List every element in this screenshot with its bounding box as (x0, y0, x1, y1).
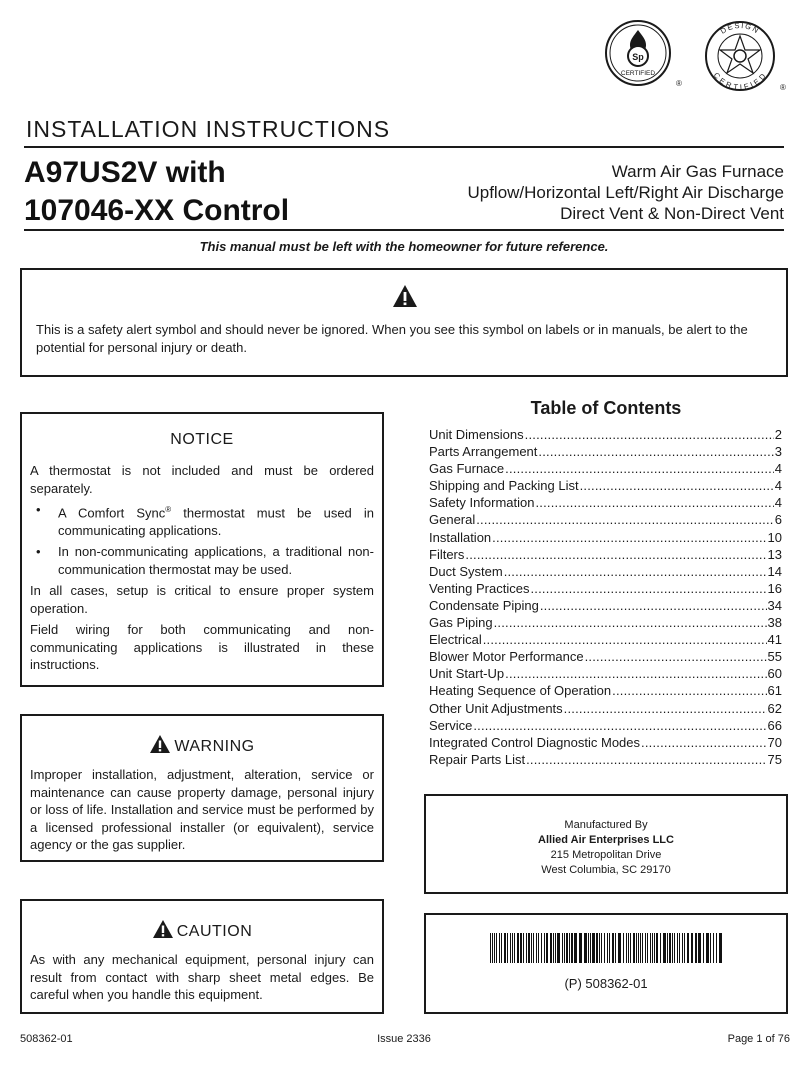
barcode-bar (531, 933, 532, 963)
barcode-bar (538, 933, 539, 963)
model-title (24, 154, 289, 230)
barcode-bar (517, 933, 519, 963)
toc-leader-dots (494, 614, 767, 631)
header-bottom-rule (24, 229, 784, 231)
toc-entry[interactable] (429, 426, 782, 443)
barcode-bar (599, 933, 600, 963)
barcode-bar (526, 933, 527, 963)
notice-bullet-1-pre: A Comfort Sync (58, 505, 166, 521)
product-desc-line1: Warm Air Gas Furnace (611, 162, 784, 181)
toc-entry-page: 4 (774, 495, 782, 511)
notice-box (20, 412, 384, 687)
model-title-line2: 107046-XX Control (24, 194, 290, 227)
barcode-bar (640, 933, 641, 963)
caution-text: As with any mechanical equipment, personal injury can result from contact with sharp sheet metal edges. Be careful when you handle this equipment. (30, 952, 374, 1002)
barcode-bar (553, 933, 554, 963)
svg-text:Sp: Sp (632, 52, 644, 62)
barcode-bar (544, 933, 545, 963)
toc-entry[interactable] (429, 700, 782, 717)
toc-entry[interactable] (429, 443, 782, 460)
svg-text:DESIGN: DESIGN (718, 20, 762, 36)
toc-entry-label: Unit Start-Up (429, 666, 505, 682)
barcode-bar (716, 933, 717, 963)
barcode-box (424, 913, 788, 1014)
footer-doc-number: 508362-01 (20, 1033, 73, 1045)
barcode-bar (546, 933, 548, 963)
barcode-bar (663, 933, 666, 963)
toc-entry-label: Condensate Piping (429, 597, 539, 613)
manufacturer-label: Manufactured By (564, 819, 648, 831)
toc-leader-dots (473, 717, 766, 734)
barcode-bar (645, 933, 646, 963)
barcode-bar (638, 933, 639, 963)
toc-entry-page: 4 (774, 478, 782, 494)
toc-entry[interactable] (429, 460, 782, 477)
barcode-bar (592, 933, 595, 963)
barcode-bar (642, 933, 643, 963)
toc-entry-page: 6 (774, 512, 782, 528)
barcode-bar (682, 933, 683, 963)
toc-entry-page: 16 (767, 580, 782, 596)
toc-entry-label: Repair Parts List (429, 751, 526, 767)
footer-issue: Issue 2336 (377, 1033, 431, 1045)
barcode-bar (656, 933, 658, 963)
barcode-bar (590, 933, 591, 963)
toc-leader-dots (504, 563, 767, 580)
toc-entry-label: Filters (429, 546, 465, 562)
barcode-bar (584, 933, 587, 963)
toc-entry-page: 61 (767, 683, 782, 699)
barcode-bar (520, 933, 522, 963)
toc-entry-label: Unit Dimensions (429, 427, 524, 442)
toc-entry-page: 55 (767, 649, 782, 665)
toc-entry[interactable] (429, 511, 782, 528)
notice-bullet-1 (30, 501, 374, 539)
document-type-heading: INSTALLATION INSTRUCTIONS (26, 116, 391, 142)
toc-entry[interactable] (429, 546, 782, 563)
toc-leader-dots (564, 700, 767, 717)
toc-leader-dots (465, 546, 766, 563)
toc-entry-page: 4 (774, 461, 782, 477)
toc-entry-page: 66 (767, 717, 782, 733)
toc-entry-label: Heating Sequence of Operation (429, 683, 612, 699)
barcode-bar (710, 933, 711, 963)
toc-leader-dots (536, 494, 774, 511)
toc-entry-page: 38 (767, 615, 782, 631)
barcode-bar (492, 933, 493, 963)
notice-para-3: Field wiring for both communicating and non-communicating applications is illustrated in these instructions. (30, 622, 374, 673)
toc-entry[interactable] (429, 682, 782, 699)
footer-page-number: Page 1 of 76 (727, 1033, 790, 1045)
barcode-bar (706, 933, 709, 963)
manufacturer-city: West Columbia, SC 29170 (541, 864, 671, 876)
barcode-bar (660, 933, 661, 963)
warning-triangle-icon (392, 284, 418, 308)
header-top-rule (24, 146, 784, 148)
barcode-bar (604, 933, 605, 963)
toc-entry-label: Other Unit Adjustments (429, 700, 563, 716)
toc-leader-dots (505, 665, 766, 682)
toc-leader-dots (585, 648, 767, 665)
toc-title: Table of Contents (530, 398, 682, 418)
barcode-bar (574, 933, 577, 963)
toc-entry[interactable] (429, 631, 782, 648)
warning-triangle-icon (152, 919, 174, 944)
toc-entry-page: 75 (767, 751, 782, 767)
barcode-bar (626, 933, 627, 963)
toc-entry-label: Venting Practices (429, 580, 530, 596)
svg-text:®: ® (780, 83, 786, 92)
toc-entry[interactable] (429, 751, 782, 768)
barcode-bar (684, 933, 685, 963)
manufacturer-street: 215 Metropolitan Drive (550, 849, 662, 861)
toc-entry-page: 13 (767, 546, 782, 562)
model-title-line1: A97US2V with (24, 156, 226, 189)
bullet-dot: • (36, 544, 41, 560)
toc-leader-dots (538, 443, 773, 460)
barcode-bar (647, 933, 648, 963)
toc-entry-label: Blower Motor Performance (429, 649, 584, 665)
csa-seal-graphic (598, 20, 686, 88)
notice-intro: A thermostat is not included and must be ordered separately. (30, 463, 374, 496)
barcode-bar (679, 933, 680, 963)
barcode-bar (562, 933, 563, 963)
toc-entry-label: Integrated Control Diagnostic Modes (429, 734, 641, 750)
toc-entry-label: Service (429, 717, 473, 733)
design-seal-graphic (700, 20, 790, 92)
toc-leader-dots (612, 682, 766, 699)
barcode-graphic (490, 933, 722, 963)
caution-header (22, 919, 382, 944)
toc-leader-dots (580, 477, 774, 494)
toc-leader-dots (526, 751, 766, 768)
barcode-bar (698, 933, 701, 963)
toc-leader-dots (641, 734, 767, 751)
safety-alert-text: This is a safety alert symbol and should never be ignored. When you see this symbol on labels or in manuals, be alert to the potential for personal injury or death. (36, 322, 748, 355)
toc-entry-page: 2 (774, 427, 782, 442)
toc-entry-label: Gas Piping (429, 615, 493, 631)
svg-text:CERTIFIED: CERTIFIED (711, 70, 769, 92)
notice-bullet-1-text (58, 501, 374, 539)
barcode-bar (579, 933, 582, 963)
barcode-bar (623, 933, 624, 963)
barcode-bar (541, 933, 542, 963)
toc-entry-label: Electrical (429, 632, 482, 648)
toc-entry-page: 60 (767, 666, 782, 682)
barcode-bar (501, 933, 502, 963)
homeowner-note: This manual must be left with the homeowner for future reference. (199, 239, 609, 254)
barcode-bar (713, 933, 714, 963)
barcode-bar (612, 933, 614, 963)
barcode-bar (687, 933, 689, 963)
barcode-bar (691, 933, 693, 963)
barcode-bar (652, 933, 653, 963)
barcode-bar (677, 933, 678, 963)
safety-alert-box (20, 268, 788, 377)
notice-bullet-2 (30, 543, 374, 578)
bullet-dot: • (36, 502, 41, 517)
part-number: (P) 508362-01 (564, 976, 648, 991)
barcode-bar (607, 933, 608, 963)
warning-box (20, 714, 384, 862)
barcode-bar (596, 933, 598, 963)
product-description (467, 161, 784, 224)
toc-entry[interactable] (429, 614, 782, 631)
table-of-contents (429, 426, 782, 768)
barcode-bar (569, 933, 570, 963)
toc-entry[interactable] (429, 597, 782, 614)
barcode-bar (512, 933, 513, 963)
svg-text:CERTIFIED: CERTIFIED (620, 70, 656, 77)
barcode-bar (510, 933, 511, 963)
barcode-bar (555, 933, 556, 963)
manufacturer-box (424, 794, 788, 894)
barcode-bar (601, 933, 602, 963)
warning-header (22, 734, 382, 759)
notice-body (30, 462, 374, 678)
toc-entry[interactable] (429, 580, 782, 597)
toc-entry-label: Gas Furnace (429, 461, 505, 477)
barcode-bar (499, 933, 500, 963)
caution-title: CAUTION (176, 923, 253, 940)
barcode-bar (523, 933, 524, 963)
barcode-bar (490, 933, 491, 963)
toc-entry-label: Duct System (429, 563, 503, 579)
barcode-bar (719, 933, 722, 963)
barcode-bar (496, 933, 497, 963)
toc-leader-dots (476, 511, 774, 528)
toc-entry-page: 41 (767, 632, 782, 648)
toc-leader-dots (492, 529, 766, 546)
barcode-bar (615, 933, 616, 963)
barcode-bar (588, 933, 589, 963)
notice-bullet-2-text: In non-communicating applications, a traditional non-communication thermostat may be used. (58, 544, 374, 577)
toc-leader-dots (525, 426, 774, 443)
barcode-bar (636, 933, 637, 963)
barcode-bar (654, 933, 655, 963)
toc-entry-page: 34 (767, 597, 782, 613)
notice-para-2: In all cases, setup is critical to ensure proper system operation. (30, 583, 374, 616)
barcode-bar (618, 933, 621, 963)
barcode-bar (674, 933, 675, 963)
barcode-bar (533, 933, 534, 963)
caution-box (20, 899, 384, 1014)
barcode-bar (667, 933, 668, 963)
warning-title: WARNING (174, 738, 255, 755)
toc-entry[interactable] (429, 477, 782, 494)
toc-entry-label: Safety Information (429, 495, 535, 511)
toc-leader-dots (530, 580, 766, 597)
barcode-bar (566, 933, 568, 963)
barcode-bar (504, 933, 506, 963)
registered-mark: ® (165, 505, 172, 514)
barcode-bar (514, 933, 515, 963)
product-desc-line3: Direct Vent & Non-Direct Vent (560, 204, 784, 223)
toc-entry[interactable] (429, 529, 782, 546)
barcode-bar (494, 933, 495, 963)
manufacturer-name: Allied Air Enterprises LLC (538, 834, 674, 846)
barcode-bar (669, 933, 671, 963)
toc-entry-page: 14 (767, 563, 782, 579)
toc-entry-label: Parts Arrangement (429, 444, 538, 460)
toc-entry-page: 70 (767, 734, 782, 750)
barcode-bar (557, 933, 560, 963)
barcode-bar (633, 933, 635, 963)
toc-entry[interactable] (429, 648, 782, 665)
barcode-bar (628, 933, 629, 963)
toc-entry-label: Installation (429, 529, 492, 545)
barcode-bar (630, 933, 631, 963)
warning-text: Improper installation, adjustment, alteration, service or maintenance can cause property damage, personal injury or loss of life. Installation and service must be performed by a licensed professional installer (or equivalent), service agency or the gas supplier. (30, 767, 374, 852)
barcode-bar (564, 933, 565, 963)
barcode-bar (609, 933, 610, 963)
toc-entry-label: General (429, 512, 476, 528)
toc-entry[interactable] (429, 717, 782, 734)
notice-title: NOTICE (170, 431, 234, 448)
barcode-bar (703, 933, 704, 963)
notice-bullet-1-post: thermostat must be used in communicating applications. (58, 505, 374, 538)
toc-entry-page: 62 (767, 700, 782, 716)
toc-leader-dots (483, 631, 767, 648)
toc-entry-label: Shipping and Packing List (429, 478, 579, 494)
svg-text:®: ® (676, 79, 682, 88)
barcode-bar (571, 933, 573, 963)
barcode-bar (528, 933, 530, 963)
product-desc-line2: Upflow/Horizontal Left/Right Air Discharge (467, 183, 784, 202)
barcode-bar (695, 933, 697, 963)
barcode-bar (650, 933, 651, 963)
barcode-bar (550, 933, 552, 963)
csa-certified-seal (598, 20, 686, 88)
design-certified-seal (700, 20, 790, 92)
barcode-bar (536, 933, 537, 963)
toc-leader-dots (505, 460, 774, 477)
toc-entry[interactable] (429, 563, 782, 580)
toc-entry-page: 10 (767, 529, 782, 545)
barcode-bar (507, 933, 508, 963)
barcode-bar (672, 933, 673, 963)
toc-entry[interactable] (429, 665, 782, 682)
warning-triangle-icon (149, 734, 171, 759)
toc-entry[interactable] (429, 734, 782, 751)
toc-leader-dots (540, 597, 767, 614)
toc-entry-page: 3 (774, 444, 782, 460)
toc-entry[interactable] (429, 494, 782, 511)
